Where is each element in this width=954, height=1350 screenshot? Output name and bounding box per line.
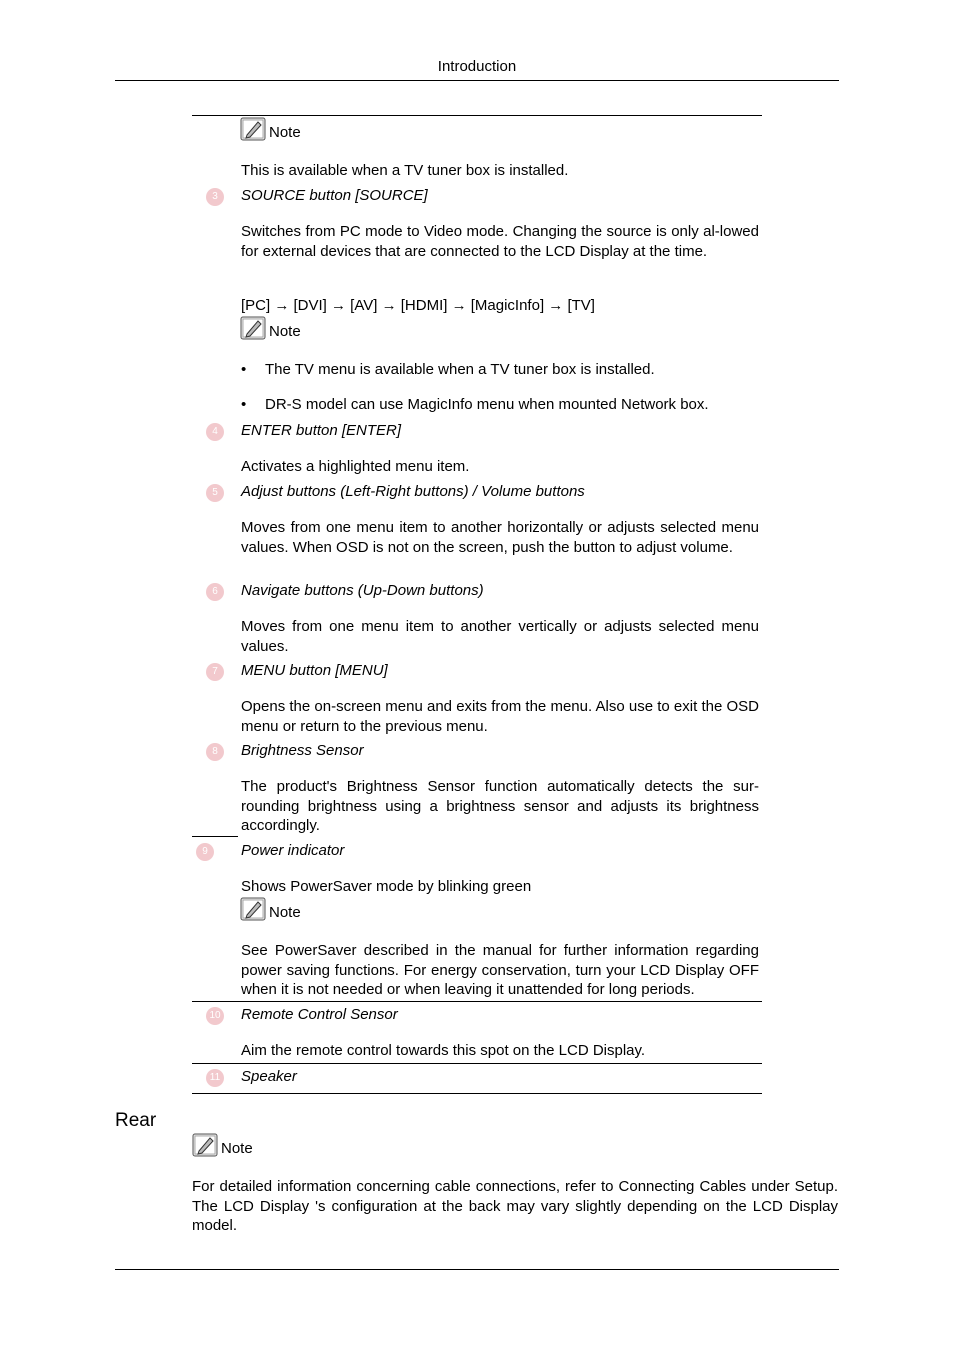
item-title: Power indicator bbox=[241, 842, 345, 859]
row-rule bbox=[192, 1001, 762, 1002]
header-rule bbox=[115, 80, 839, 81]
item-description: The product's Brightness Sensor function automatically detects the sur-rounding brightness using a brightness sensor and adjusts its brightness accordingly. bbox=[241, 778, 759, 834]
item-title: Remote Control Sensor bbox=[241, 1006, 398, 1023]
item-title: Adjust buttons (Left-Right buttons) / Volume buttons bbox=[241, 483, 585, 500]
item-number-badge: 4 bbox=[206, 423, 224, 441]
note-label: Note bbox=[269, 904, 301, 921]
source-sequence: [PC] → [DVI] → [AV] → [HDMI] → [MagicInfo] → [TV] bbox=[241, 297, 595, 314]
note-label: Note bbox=[269, 124, 301, 141]
note-block bbox=[240, 117, 301, 141]
item-description: Switches from PC mode to Video mode. Changing the source is only al-lowed for external devices that are connected to the LCD Display at the time. bbox=[241, 223, 759, 260]
item-number-badge: 8 bbox=[206, 743, 224, 761]
note-label: Note bbox=[269, 323, 301, 340]
item-title: Brightness Sensor bbox=[241, 742, 364, 759]
note-pencil-icon bbox=[240, 316, 266, 340]
item-title: Speaker bbox=[241, 1068, 297, 1085]
note-label: Note bbox=[221, 1140, 253, 1157]
bullet-marker: • bbox=[241, 396, 247, 413]
item-number-badge: 3 bbox=[206, 188, 224, 206]
page-header: Introduction bbox=[437, 58, 517, 75]
note-block bbox=[240, 897, 301, 921]
item-title: MENU button [MENU] bbox=[241, 662, 388, 679]
table-top-rule bbox=[192, 115, 762, 116]
bullet-text: DR-S model can use MagicInfo menu when mounted Network box. bbox=[265, 396, 709, 413]
note-pencil-icon bbox=[240, 897, 266, 921]
note-pencil-icon bbox=[192, 1133, 218, 1157]
item-description: Shows PowerSaver mode by blinking green bbox=[241, 878, 532, 895]
item-description: Activates a highlighted menu item. bbox=[241, 458, 470, 475]
bullet-text: The TV menu is available when a TV tuner box is installed. bbox=[265, 361, 655, 378]
item-number-badge: 9 bbox=[196, 843, 214, 861]
row-rule bbox=[192, 836, 238, 837]
item-description: Aim the remote control towards this spot on the LCD Display. bbox=[241, 1042, 646, 1059]
item-number-badge: 6 bbox=[206, 583, 224, 601]
table-bottom-rule bbox=[192, 1093, 762, 1094]
item-number-badge: 10 bbox=[206, 1007, 224, 1025]
note-text: For detailed information concerning cable connections, refer to Connecting Cables under Setup. The LCD Display 's configuration at the back may vary slightly depending on the LCD Display model. bbox=[192, 1178, 838, 1234]
row-rule bbox=[192, 1063, 762, 1064]
note-block bbox=[240, 316, 301, 340]
item-title: Navigate buttons (Up-Down buttons) bbox=[241, 582, 484, 599]
item-number-badge: 5 bbox=[206, 484, 224, 502]
bullet-marker: • bbox=[241, 361, 247, 378]
note-pencil-icon bbox=[240, 117, 266, 141]
footer-rule bbox=[115, 1269, 839, 1270]
section-heading-rear: Rear bbox=[115, 1110, 157, 1131]
note-block bbox=[192, 1133, 253, 1157]
item-description: Opens the on-screen menu and exits from the menu. Also use to exit the OSD menu or return to the previous menu. bbox=[241, 698, 759, 735]
item-number-badge: 11 bbox=[206, 1069, 224, 1087]
item-number-badge: 7 bbox=[206, 663, 224, 681]
note-text: This is available when a TV tuner box is installed. bbox=[241, 162, 569, 179]
item-title: ENTER button [ENTER] bbox=[241, 422, 402, 439]
note-text: See PowerSaver described in the manual for further information regarding power saving functions. For energy conservation, turn your LCD Display OFF when it is not needed or when leaving it unattended for long periods. bbox=[241, 942, 759, 998]
item-title: SOURCE button [SOURCE] bbox=[241, 187, 428, 204]
item-description: Moves from one menu item to another vertically or adjusts selected menu values. bbox=[241, 618, 759, 655]
item-description: Moves from one menu item to another horizontally or adjusts selected menu values. When OSD is not on the screen, push the button to adjust volume. bbox=[241, 519, 759, 556]
